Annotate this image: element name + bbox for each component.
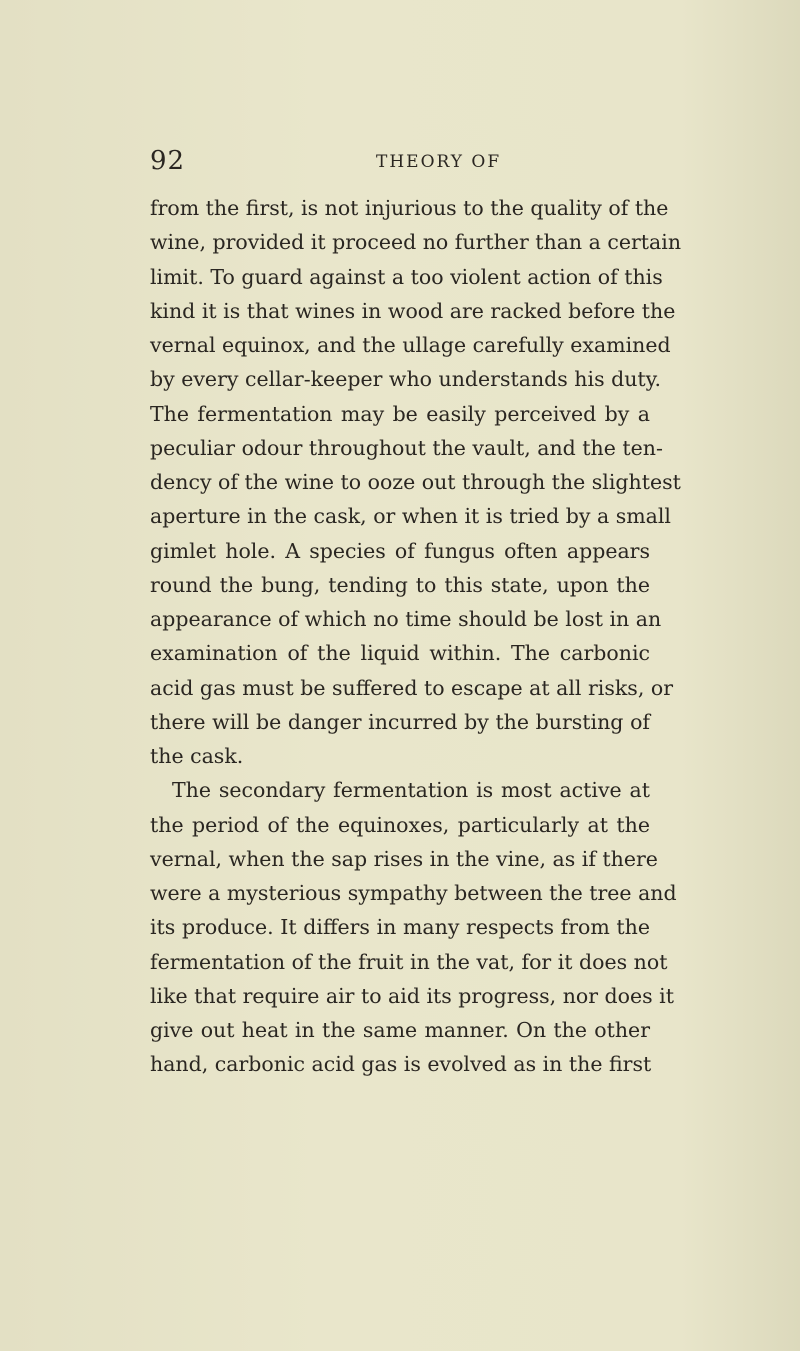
page-header [150, 146, 650, 182]
text-line: acid gas must be suffered to escape at all risks, or [150, 675, 674, 700]
text-line: wine, provided it proceed no further than a certain [150, 230, 682, 255]
text-line: appearance of which no time should be lost in an [150, 607, 662, 631]
text-line: the period of the equinoxes, particularly at the [150, 812, 650, 837]
text-line: hand, carbonic acid gas is evolved as in the first [150, 1052, 652, 1077]
body-text [150, 191, 682, 1082]
text-line: kind it is that wines in wood are racked before the [150, 298, 676, 323]
text-line: limit. To guard against a too violent action of this [150, 264, 663, 289]
text-line: were a mysterious sympathy between the tree and [150, 881, 677, 905]
text-line: the cask. [150, 744, 244, 768]
text-line: fermentation of the fruit in the vat, for it does not [150, 949, 668, 974]
text-line: gimlet hole. A species of fungus often appears [150, 538, 650, 563]
text-line: dency of the wine to ooze out through the slightest [150, 470, 681, 494]
text-line: vernal equinox, and the ullage carefully examined [150, 333, 671, 357]
text-line: its produce. It differs in many respects from the [150, 915, 650, 940]
text-line: aperture in the cask, or when it is tried by a small [150, 504, 671, 529]
text-line: by every cellar-keeper who understands his duty. [150, 367, 662, 392]
text-line: The secondary fermentation is most active at [172, 778, 650, 803]
running-head: THEORY OF [376, 152, 502, 172]
text-line: The fermentation may be easily perceived by a [150, 401, 650, 426]
text-line: round the bung, tending to this state, upon the [150, 572, 650, 597]
text-line: vernal, when the sap rises in the vine, as if there [150, 846, 658, 871]
text-line: examination of the liquid within. The carbonic [150, 641, 650, 666]
page-number: 92 [150, 146, 186, 176]
text-line: like that require air to aid its progress, nor does it [150, 983, 674, 1008]
text-line: from the first, is not injurious to the quality of the [150, 196, 669, 220]
text-line: peculiar odour throughout the vault, and the ten- [150, 435, 663, 460]
text-line: there will be danger incurred by the bursting of [150, 709, 650, 734]
text-line: give out heat in the same manner. On the other [150, 1018, 650, 1042]
